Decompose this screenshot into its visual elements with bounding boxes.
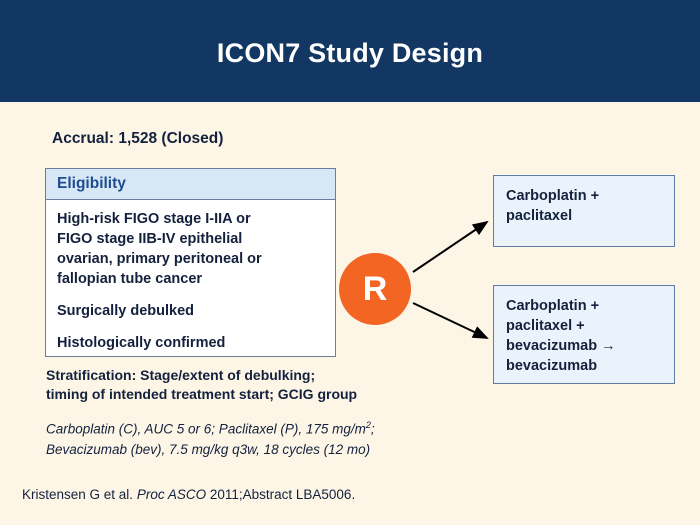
spacer bbox=[57, 289, 325, 301]
arm-2-line-1: Carboplatin + bbox=[506, 298, 600, 314]
arm-1-line-1: Carboplatin + bbox=[506, 188, 600, 204]
treatment-arm-1-box bbox=[493, 175, 675, 247]
eligibility-box bbox=[45, 168, 336, 357]
slide-header-bar bbox=[0, 0, 700, 102]
stratification-text bbox=[46, 366, 366, 404]
eligibility-criteria-line: High-risk FIGO stage I-IIA or bbox=[57, 211, 251, 227]
stratification-line-2: timing of intended treatment start; GCIG group bbox=[46, 386, 358, 402]
arrow-to-arm-1 bbox=[413, 222, 487, 272]
citation bbox=[22, 487, 355, 502]
eligibility-criteria-line: fallopian tube cancer bbox=[57, 271, 203, 287]
eligibility-item-surgically-debulked: Surgically debulked bbox=[57, 303, 194, 319]
eligibility-heading-label: Eligibility bbox=[57, 175, 126, 192]
arm-2-line-2: paclitaxel + bbox=[506, 318, 585, 334]
page-title: ICON7 Study Design bbox=[216, 38, 484, 68]
stratification-line-1: Stratification: Stage/extent of debulking; bbox=[46, 367, 316, 383]
arrow-to-arm-2 bbox=[413, 303, 487, 338]
arm-2-line-3: bevacizumab → bbox=[506, 338, 616, 354]
arm-2-line-4: bevacizumab bbox=[506, 358, 598, 374]
arm-1-line-2: paclitaxel bbox=[506, 208, 573, 224]
citation-prefix: Kristensen G et al. bbox=[22, 487, 137, 502]
citation-journal: Proc ASCO bbox=[136, 487, 207, 502]
dosing-footnote-superscript: 2 bbox=[365, 420, 371, 430]
treatment-arm-2-box bbox=[493, 285, 675, 384]
dosing-footnote-text-b: ; bbox=[370, 421, 375, 437]
eligibility-body bbox=[46, 200, 335, 353]
dosing-footnote-line-1 bbox=[46, 415, 406, 440]
spacer bbox=[57, 321, 325, 333]
eligibility-header bbox=[46, 169, 335, 200]
accrual-label: Accrual: 1,528 (Closed) bbox=[52, 130, 224, 147]
eligibility-item-histologically-confirmed: Histologically confirmed bbox=[57, 335, 226, 351]
eligibility-criteria-line: FIGO stage IIB-IV epithelial bbox=[57, 231, 243, 247]
citation-suffix: 2011;Abstract LBA5006. bbox=[206, 487, 356, 502]
dosing-footnote bbox=[46, 415, 406, 460]
randomization-node: R bbox=[339, 253, 411, 325]
dosing-footnote-text-a: Carboplatin (C), AUC 5 or 6; Paclitaxel (P), 175 mg/m bbox=[46, 421, 366, 437]
eligibility-criteria-line: ovarian, primary peritoneal or bbox=[57, 251, 262, 267]
dosing-footnote-line-2: Bevacizumab (bev), 7.5 mg/kg q3w, 18 cycles (12 mo) bbox=[46, 441, 371, 457]
